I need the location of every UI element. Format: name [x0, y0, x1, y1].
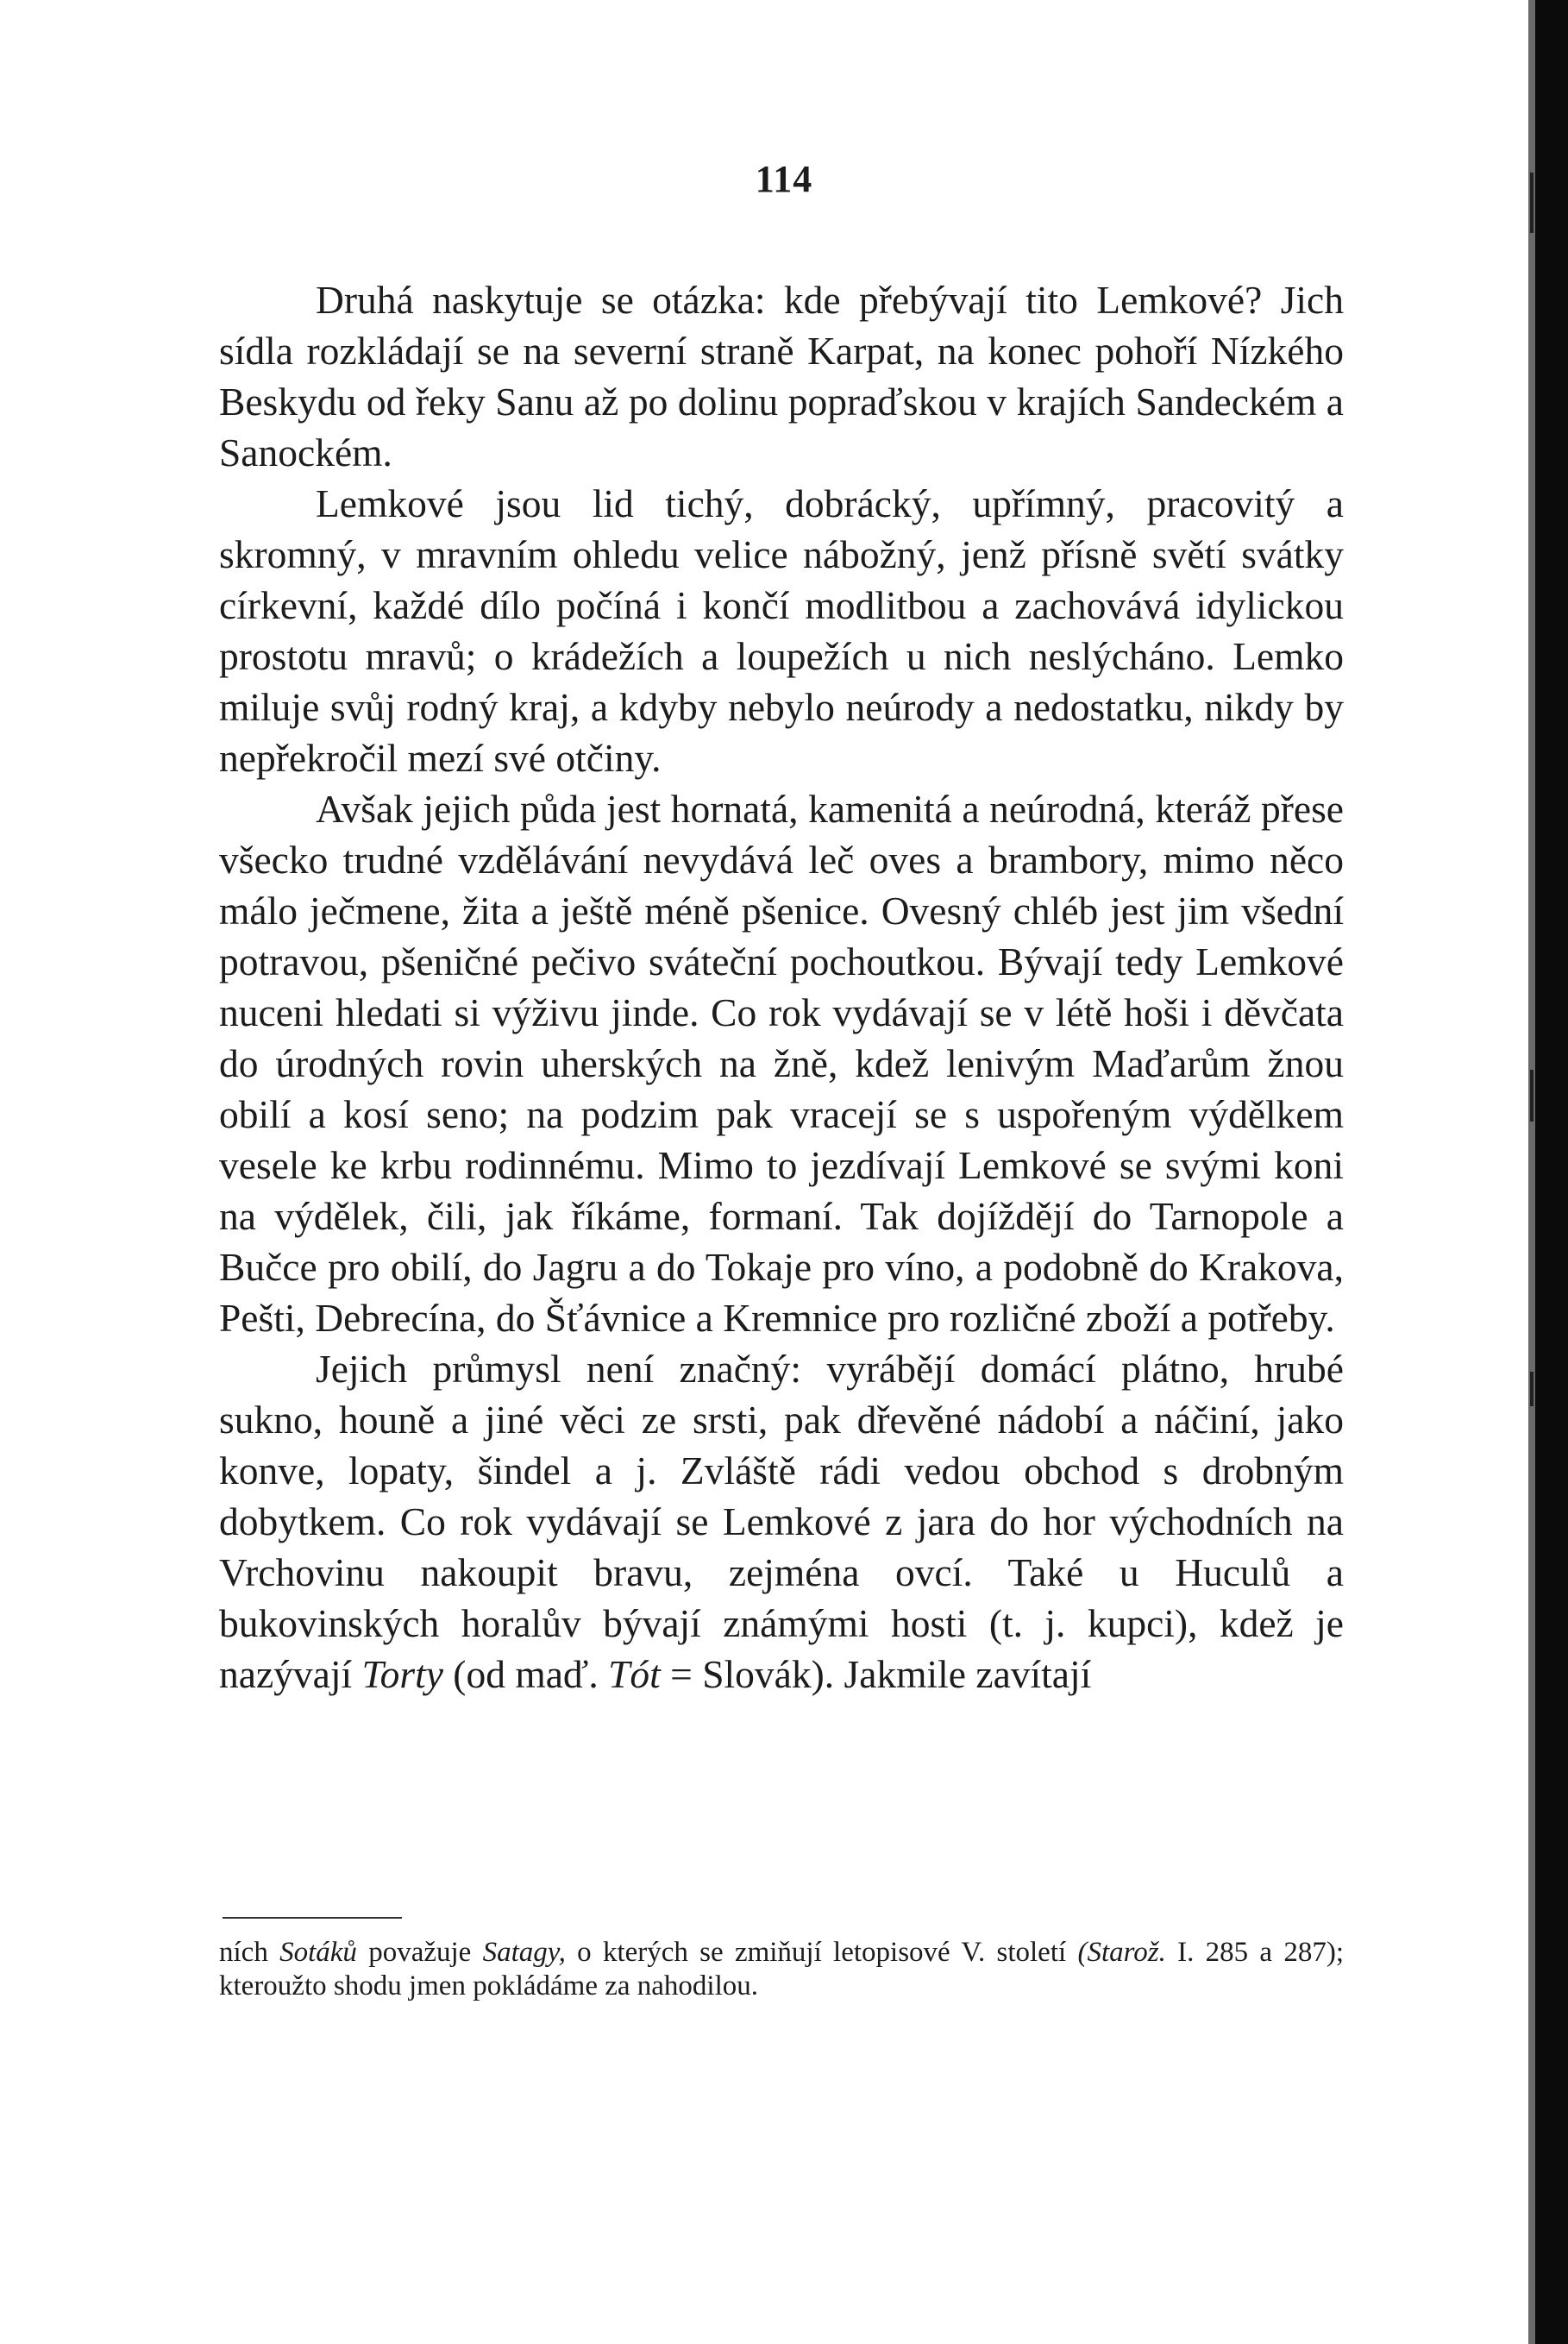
italic-term: Torty [361, 1652, 443, 1696]
paragraph-text: Jejich průmysl není značný: vyrábějí domácí plátno, hrubé sukno, houně a jiné věci ze srsti, pak dřevěné nádobí a náčiní, jako konve, lopaty, šindel a j. Zvláště rádi vedou obchod s drobným dobytkem. Co rok vydávají se Lemkové z jara do hor východních na Vrchovinu nakoupit bravu, zejména ovcí. Také u Huculů a bukovinských horalův bývají známými hosti (t. j. kupci), kdež je nazývají [219, 1347, 1344, 1696]
scan-edge-mark [1530, 1372, 1534, 1406]
paragraph: Lemkové jsou lid tichý, dobrácký, upřímný, pracovitý a skromný, v mravním ohledu velice nábožný, jenž přísně světí svátky církevní, každé dílo počíná i končí modlitbou a zachovává idylickou prostotu mravů; o krádežích a loupežích u nich neslýcháno. Lemko miluje svůj rodný kraj, a kdyby nebylo neúrody a nedostatku, nikdy by nepřekročil mezí své otčiny. [219, 481, 1344, 780]
paragraph [219, 1343, 1344, 1700]
italic-term: Satagy, [482, 1937, 566, 1968]
main-text [219, 274, 1344, 1700]
scan-edge-gray [1528, 0, 1535, 2344]
paragraph: Avšak jejich půda jest hornatá, kamenitá a neúrodná, kteráž přese všecko trudné vzdělávání nevydává leč oves a brambory, mimo něco málo ječmene, žita a ještě méně pšenice. Ovesný chléb jest jim všední potravou, pšeničné pečivo sváteční pochoutkou. Bývají tedy Lemkové nuceni hledati si výživu jinde. Co rok vydávají se v létě hoši i děvčata do úrodných rovin uherských na žně, kdež lenivým Maďarům žnou obilí a kosí seno; na podzim pak vracejí se s uspořeným výdělkem vesele ke krbu rodinnému. Mimo to jezdívají Lemkové se svými koni na výdělek, čili, jak říkáme, formaní. Tak dojíždějí do Tarnopole a Bučce pro obilí, do Jagru a do Tokaje pro víno, a podobně do Krakova, Pešti, Debrecína, do Šťávnice a Kremnice pro rozličné zboží a potřeby. [219, 787, 1344, 1340]
scan-edge-mark [1530, 1070, 1534, 1122]
italic-term: Sotáků [279, 1937, 357, 1968]
paragraph-text: = Slovák). Jakmile zavítají [660, 1652, 1092, 1696]
scan-edge-black [1535, 0, 1568, 2344]
paragraph-text: (od maď. [442, 1652, 609, 1696]
paragraph: Druhá naskytuje se otázka: kde přebývají tito Lemkové? Jich sídla rozkládají se na severní straně Karpat, na konec pohoří Nízkého Beskydu od řeky Sanu až po dolinu popraďskou v krajích Sandeckém a Sanockém. [219, 278, 1344, 474]
italic-term: (Starož. [1077, 1937, 1166, 1968]
footnote-text: ních [219, 1937, 280, 1968]
page-number: 114 [755, 158, 813, 200]
footnote-text: I. 285 a 287); kteroužto shodu jmen pokládáme za nahodilou. [219, 1937, 1345, 2002]
footnote-rule [223, 1917, 402, 1919]
footnote [219, 1936, 1344, 2003]
footnote-text: považuje [356, 1937, 483, 1968]
italic-term: Tót [608, 1652, 661, 1696]
footnote-text: o kterých se zmiňují letopisové V. století [565, 1937, 1078, 1968]
